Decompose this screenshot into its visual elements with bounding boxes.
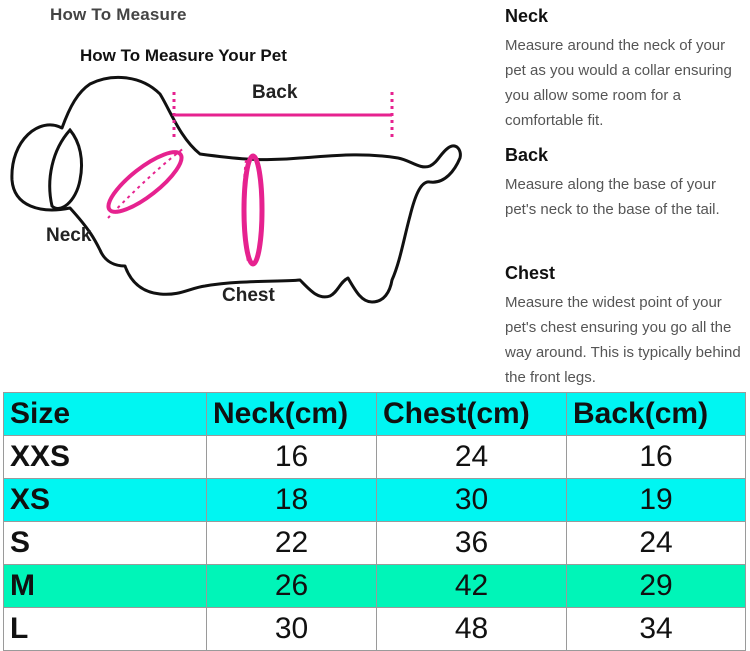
neck-instructions-text: Measure around the neck of your pet as you would a collar ensuring you allow some room for a comfortable fit. bbox=[505, 37, 732, 129]
diagram-heading: How To Measure Your Pet bbox=[80, 46, 287, 65]
size-label: XS bbox=[4, 479, 207, 522]
neck-value: 26 bbox=[207, 565, 377, 608]
chest-measure-ring bbox=[244, 156, 262, 264]
dog-outline-illustration bbox=[0, 30, 500, 390]
label-back: Back bbox=[252, 82, 298, 103]
size-table-header-row bbox=[4, 393, 746, 436]
table-row bbox=[4, 522, 746, 565]
back-instructions-title: Back bbox=[505, 145, 549, 165]
back-value: 16 bbox=[567, 436, 746, 479]
back-value: 19 bbox=[567, 479, 746, 522]
measure-diagram bbox=[0, 30, 500, 390]
back-value: 29 bbox=[567, 565, 746, 608]
chest-instructions-title: Chest bbox=[505, 263, 556, 283]
back-instructions-text: Measure along the base of your pet's neck to the base of the tail. bbox=[505, 176, 720, 218]
size-label: M bbox=[4, 565, 207, 608]
header-chest: Chest(cm) bbox=[377, 393, 567, 436]
table-row bbox=[4, 565, 746, 608]
table-row bbox=[4, 479, 746, 522]
section-title: How To Measure bbox=[50, 5, 187, 24]
size-label: S bbox=[4, 522, 207, 565]
neck-value: 30 bbox=[207, 608, 377, 651]
table-row bbox=[4, 436, 746, 479]
chest-instructions bbox=[505, 263, 745, 390]
back-value: 24 bbox=[567, 522, 746, 565]
back-instructions bbox=[505, 145, 745, 222]
table-row bbox=[4, 608, 746, 651]
neck-measure-dash bbox=[108, 148, 184, 218]
neck-instructions-title: Neck bbox=[505, 6, 549, 26]
size-label: L bbox=[4, 608, 207, 651]
chest-value: 42 bbox=[377, 565, 567, 608]
neck-value: 16 bbox=[207, 436, 377, 479]
chest-value: 30 bbox=[377, 479, 567, 522]
back-value: 34 bbox=[567, 608, 746, 651]
chest-value: 48 bbox=[377, 608, 567, 651]
header-back: Back(cm) bbox=[567, 393, 746, 436]
size-chart-table bbox=[3, 392, 746, 651]
label-chest: Chest bbox=[222, 285, 275, 306]
header-size: Size bbox=[4, 393, 207, 436]
chest-instructions-text: Measure the widest point of your pet's chest ensuring you go all the way around. This is typically behind the front legs. bbox=[505, 294, 741, 386]
neck-value: 18 bbox=[207, 479, 377, 522]
dog-body-outline bbox=[12, 77, 460, 302]
chest-value: 36 bbox=[377, 522, 567, 565]
neck-value: 22 bbox=[207, 522, 377, 565]
size-label: XXS bbox=[4, 436, 207, 479]
chest-value: 24 bbox=[377, 436, 567, 479]
neck-instructions bbox=[505, 6, 745, 133]
dog-ear-outline bbox=[50, 130, 82, 208]
header-neck: Neck(cm) bbox=[207, 393, 377, 436]
label-neck: Neck bbox=[46, 225, 92, 246]
